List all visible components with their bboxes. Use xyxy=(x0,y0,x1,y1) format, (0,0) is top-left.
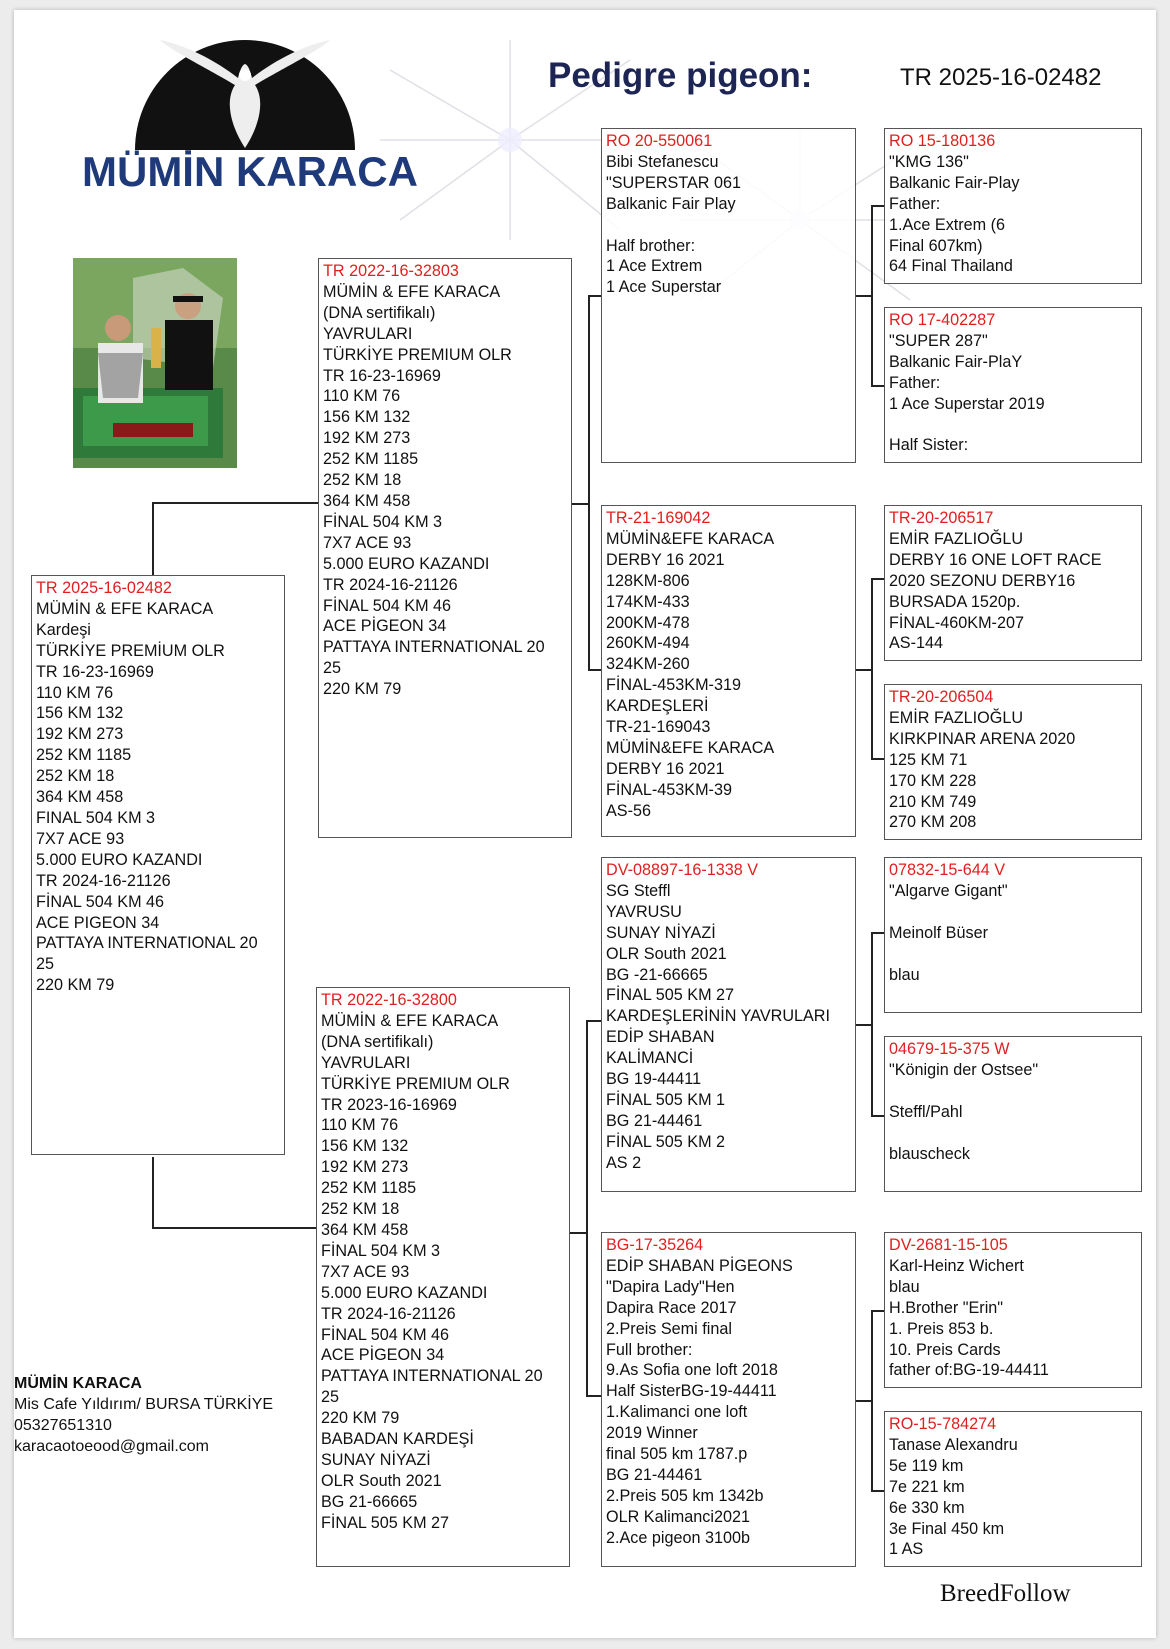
header-ring-number: TR 2025-16-02482 xyxy=(900,64,1102,91)
card-line: KALİMANCİ xyxy=(606,1049,694,1068)
card-line: ACE PİGEON 34 xyxy=(323,617,447,636)
card-line: (DNA sertifikalı) xyxy=(323,303,436,322)
great-grandparent-card-1 xyxy=(884,128,1142,284)
card-line: BG 21-66665 xyxy=(321,1492,418,1511)
ring-number: BG-17-35264 xyxy=(606,1236,704,1254)
card-line: 252 KM 18 xyxy=(323,471,402,490)
card-line: BG 21-44461 xyxy=(606,1465,703,1484)
card-line: BG 19-44411 xyxy=(606,1070,702,1089)
card-line: 192 KM 273 xyxy=(36,725,124,744)
connector xyxy=(871,932,885,934)
card-line: OLR South 2021 xyxy=(606,944,727,963)
card-line: Father: xyxy=(889,373,941,392)
card-line: YAVRULARI xyxy=(323,324,413,343)
card-line: YAVRUSU xyxy=(606,902,682,921)
card-line: 25 xyxy=(321,1388,340,1407)
connector xyxy=(586,1020,602,1022)
connector xyxy=(152,1227,317,1229)
card-line: 270 KM 208 xyxy=(889,813,977,832)
card-line: Balkanic Fair-PlaY xyxy=(889,352,1023,371)
card-line: 364 KM 458 xyxy=(36,788,124,807)
card-line: 174KM-433 xyxy=(606,592,690,611)
card-line: 7e 221 km xyxy=(889,1477,965,1496)
contact-phone: 05327651310 xyxy=(14,1417,112,1434)
card-line: Steffl/Pahl xyxy=(889,1102,963,1121)
connector xyxy=(855,669,872,671)
card-line: OLR South 2021 xyxy=(321,1471,442,1490)
card-line: 252 KM 18 xyxy=(36,767,115,786)
subject-card xyxy=(31,575,285,1155)
card-line xyxy=(889,902,1137,923)
card-line: 125 KM 71 xyxy=(889,750,968,769)
card-line: 252 KM 1185 xyxy=(323,450,419,469)
great-grandparent-card-6 xyxy=(884,1036,1142,1192)
card-line: TÜRKİYE PREMIUM OLR xyxy=(321,1074,510,1093)
connector xyxy=(152,1157,154,1227)
card-line: MÜMİN & EFE KARACA xyxy=(323,282,501,301)
card-line: blau xyxy=(889,965,920,984)
card-line xyxy=(889,1123,1137,1144)
card-line xyxy=(606,215,851,236)
ring-number: RO 20-550061 xyxy=(606,132,713,150)
connector xyxy=(871,758,885,760)
ring-number: 04679-15-375 W xyxy=(889,1040,1010,1058)
card-line: 252 KM 18 xyxy=(321,1200,400,1219)
card-line: H.Brother "Erin" xyxy=(889,1298,1004,1317)
card-line: Bibi Stefanescu xyxy=(606,152,719,171)
card-line xyxy=(889,944,1137,965)
card-line: BG 21-44461 xyxy=(606,1111,703,1130)
card-line: 110 KM 76 xyxy=(321,1116,399,1135)
contact-block xyxy=(14,1373,273,1457)
connector xyxy=(855,1400,872,1402)
card-line: 156 KM 132 xyxy=(321,1137,409,1156)
card-line: TR 2024-16-21126 xyxy=(323,575,458,594)
ring-number: DV-2681-15-105 xyxy=(889,1236,1008,1254)
connector xyxy=(871,578,873,758)
ring-number: TR 2022-16-32800 xyxy=(321,991,457,1009)
card-line: FINAL 504 KM 3 xyxy=(36,808,156,827)
grandparent-card-1 xyxy=(601,128,856,463)
card-line: 210 KM 749 xyxy=(889,792,977,811)
connector xyxy=(871,205,885,207)
card-line: 7X7 ACE 93 xyxy=(36,829,125,848)
card-line: (DNA sertifikalı) xyxy=(321,1032,434,1051)
card-line: 192 KM 273 xyxy=(323,429,411,448)
card-line: TR 16-23-16969 xyxy=(323,366,441,385)
card-line: Half SisterBG-19-44411 xyxy=(606,1382,777,1401)
contact-email[interactable]: karacaotoeood@gmail.com xyxy=(14,1438,210,1455)
ring-number: TR-21-169042 xyxy=(606,509,711,527)
card-line: FİNAL 505 KM 27 xyxy=(606,986,735,1005)
card-line: 9.As Sofia one loft 2018 xyxy=(606,1361,778,1380)
card-line: "Algarve Gigant" xyxy=(889,881,1008,900)
connector xyxy=(855,1024,872,1026)
card-line: ACE PIGEON 34 xyxy=(36,913,160,932)
card-line: TR 2023-16-16969 xyxy=(321,1095,457,1114)
connector xyxy=(871,385,885,387)
card-line: FİNAL 505 KM 27 xyxy=(321,1513,450,1532)
card-line: KARDEŞLERİNİN YAVRULARI xyxy=(606,1007,830,1026)
card-line: 1.Kalimanci one loft xyxy=(606,1403,748,1422)
card-line: SUNAY NİYAZİ xyxy=(606,923,716,942)
card-line: blau xyxy=(889,1277,920,1296)
ring-number: RO 15-180136 xyxy=(889,132,996,150)
card-line: YAVRULARI xyxy=(321,1053,411,1072)
sire-card xyxy=(318,258,572,838)
card-line: 5.000 EURO KAZANDI xyxy=(323,554,490,573)
card-line: MÜMİN&EFE KARACA xyxy=(606,738,775,757)
card-line: final 505 km 1787.p xyxy=(606,1445,748,1464)
card-line: 1 Ace Extrem xyxy=(606,257,703,276)
card-line: MÜMİN & EFE KARACA xyxy=(321,1011,499,1030)
card-line: 25 xyxy=(323,659,342,678)
card-line: Balkanic Fair-Play xyxy=(889,173,1020,192)
card-line: 220 KM 79 xyxy=(321,1409,400,1428)
card-line: 170 KM 228 xyxy=(889,771,977,790)
card-line: EDİP SHABAN PİGEONS xyxy=(606,1256,793,1275)
connector xyxy=(588,295,590,670)
card-line: BURSADA 1520p. xyxy=(889,592,1021,611)
card-line: Kardeşi xyxy=(36,620,91,639)
card-line: AS 2 xyxy=(606,1153,642,1172)
card-line: 364 KM 458 xyxy=(321,1220,409,1239)
card-line: EMİR FAZLIOĞLU xyxy=(889,708,1024,727)
ring-number: DV-08897-16-1338 V xyxy=(606,861,759,879)
card-line: FİNAL 505 KM 2 xyxy=(606,1132,726,1151)
card-line: 25 xyxy=(36,955,55,974)
great-grandparent-card-3 xyxy=(884,505,1142,661)
card-line: 2.Preis Semi final xyxy=(606,1319,732,1338)
card-line: 220 KM 79 xyxy=(323,680,402,699)
connector xyxy=(871,578,885,580)
dam-card xyxy=(316,987,570,1567)
card-line: KIRKPINAR ARENA 2020 xyxy=(889,729,1076,748)
card-line: 5.000 EURO KAZANDI xyxy=(321,1283,488,1302)
card-line: Balkanic Fair Play xyxy=(606,194,736,213)
card-line: PATTAYA INTERNATIONAL 20 xyxy=(323,638,545,657)
card-line: 110 KM 76 xyxy=(36,683,114,702)
ring-number: TR 2025-16-02482 xyxy=(36,579,172,597)
connector xyxy=(586,1020,588,1395)
card-line: TR 2024-16-21126 xyxy=(321,1304,456,1323)
great-grandparent-card-7 xyxy=(884,1232,1142,1388)
connector xyxy=(586,1395,602,1397)
card-line: 252 KM 1185 xyxy=(36,746,132,765)
connector xyxy=(152,502,154,575)
card-line: AS-56 xyxy=(606,801,651,820)
card-line: Karl-Heinz Wichert xyxy=(889,1256,1024,1275)
card-line: "SUPERSTAR 061 xyxy=(606,173,741,192)
card-line: Full brother: xyxy=(606,1340,693,1359)
card-line: Final 607km) xyxy=(889,236,983,255)
card-line: TÜRKİYE PREMİUM OLR xyxy=(36,641,225,660)
card-line: 200KM-478 xyxy=(606,613,690,632)
logo-text: MÜMİN KARACA xyxy=(82,148,418,195)
grandparent-card-4 xyxy=(601,1232,856,1567)
card-line: FİNAL 504 KM 46 xyxy=(323,596,452,615)
card-line: MÜMİN & EFE KARACA xyxy=(36,599,214,618)
card-line: FİNAL-453KM-39 xyxy=(606,780,732,799)
card-line: FİNAL-460KM-207 xyxy=(889,613,1024,632)
card-line: 128KM-806 xyxy=(606,571,690,590)
card-line: 156 KM 132 xyxy=(36,704,124,723)
card-line: 1.Ace Extrem (6 xyxy=(889,215,1006,234)
contact-address: Mis Cafe Yıldırım/ BURSA TÜRKİYE xyxy=(14,1396,274,1413)
card-line: 252 KM 1185 xyxy=(321,1179,417,1198)
connector xyxy=(871,1115,885,1117)
card-line: FİNAL 504 KM 46 xyxy=(36,892,165,911)
card-line: 2.Ace pigeon 3100b xyxy=(606,1528,751,1547)
card-line: FİNAL 504 KM 46 xyxy=(321,1325,450,1344)
card-line xyxy=(889,415,1137,436)
dove-logo-icon xyxy=(130,30,360,155)
card-line: PATTAYA INTERNATIONAL 20 xyxy=(36,934,258,953)
card-line: MÜMİN&EFE KARACA xyxy=(606,529,775,548)
card-line: Half Sister: xyxy=(889,436,969,455)
card-line: 7X7 ACE 93 xyxy=(323,533,412,552)
connector xyxy=(152,502,319,504)
card-line: 2019 Winner xyxy=(606,1424,698,1443)
ring-number: 07832-15-644 V xyxy=(889,861,1006,879)
card-line: Meinolf Büser xyxy=(889,923,988,942)
connector xyxy=(871,1310,885,1312)
card-line: Tanase Alexandru xyxy=(889,1435,1018,1454)
connector xyxy=(871,932,873,1115)
card-line: ACE PİGEON 34 xyxy=(321,1346,445,1365)
card-line: 7X7 ACE 93 xyxy=(321,1262,410,1281)
card-line: Father: xyxy=(889,194,941,213)
card-line: 260KM-494 xyxy=(606,634,690,653)
ring-number: RO-15-784274 xyxy=(889,1415,997,1433)
card-line: 1 AS xyxy=(889,1540,924,1559)
grandparent-card-2 xyxy=(601,505,856,837)
grandparent-card-3 xyxy=(601,857,856,1192)
card-line: DERBY 16 2021 xyxy=(606,550,725,569)
great-grandparent-card-4 xyxy=(884,684,1142,840)
card-line: OLR Kalimanci2021 xyxy=(606,1507,750,1526)
connector xyxy=(871,1310,873,1490)
card-line: 110 KM 76 xyxy=(323,387,401,406)
ring-number: RO 17-402287 xyxy=(889,311,996,329)
trophy-photo xyxy=(73,258,237,468)
card-line: 192 KM 273 xyxy=(321,1158,409,1177)
great-grandparent-card-8 xyxy=(884,1411,1142,1567)
card-line: TR 16-23-16969 xyxy=(36,662,154,681)
card-line: 1. Preis 853 b. xyxy=(889,1319,994,1338)
connector xyxy=(871,1490,885,1492)
contact-name: MÜMİN KARACA xyxy=(14,1375,142,1392)
card-line: 156 KM 132 xyxy=(323,408,411,427)
card-line: FİNAL 504 KM 3 xyxy=(321,1241,441,1260)
card-line: 10. Preis Cards xyxy=(889,1340,1001,1359)
card-line: PATTAYA INTERNATIONAL 20 xyxy=(321,1367,543,1386)
card-line: 2.Preis 505 km 1342b xyxy=(606,1486,764,1505)
card-line: Half brother: xyxy=(606,236,696,255)
card-line: "Königin der Ostsee" xyxy=(889,1060,1039,1079)
card-line: 1 Ace Superstar 2019 xyxy=(889,394,1045,413)
card-line: TR 2024-16-21126 xyxy=(36,871,171,890)
card-line: FİNAL-453KM-319 xyxy=(606,676,741,695)
card-line: 6e 330 km xyxy=(889,1498,965,1517)
card-line: TR-21-169043 xyxy=(606,718,711,737)
card-line: 324KM-260 xyxy=(606,655,690,674)
card-line: KARDEŞLERİ xyxy=(606,697,709,716)
ring-number: TR-20-206517 xyxy=(889,509,994,527)
card-line: SUNAY NİYAZİ xyxy=(321,1450,431,1469)
connector xyxy=(588,669,602,671)
card-line: 364 KM 458 xyxy=(323,491,411,510)
card-line: 5.000 EURO KAZANDI xyxy=(36,850,203,869)
card-line: blauscheck xyxy=(889,1144,970,1163)
card-line: BG -21-66665 xyxy=(606,965,708,984)
card-line: Dapira Race 2017 xyxy=(606,1298,737,1317)
great-grandparent-card-2 xyxy=(884,307,1142,463)
card-line: DERBY 16 2021 xyxy=(606,759,725,778)
card-line: EMİR FAZLIOĞLU xyxy=(889,529,1024,548)
card-line: FİNAL 504 KM 3 xyxy=(323,512,443,531)
connector xyxy=(588,295,602,297)
card-line: FİNAL 505 KM 1 xyxy=(606,1090,726,1109)
card-line: 5e 119 km xyxy=(889,1456,964,1475)
card-line xyxy=(889,1081,1137,1102)
brand-footer: BreedFollow xyxy=(940,1580,1071,1607)
card-line: TÜRKİYE PREMIUM OLR xyxy=(323,345,512,364)
ring-number: TR-20-206504 xyxy=(889,688,994,706)
card-line: "KMG 136" xyxy=(889,152,969,171)
card-line: 3e Final 450 km xyxy=(889,1519,1005,1538)
page-title: Pedigre pigeon: xyxy=(548,56,813,95)
card-line: father of:BG-19-44411 xyxy=(889,1361,1049,1380)
connector xyxy=(871,205,873,385)
card-line: 220 KM 79 xyxy=(36,976,115,995)
card-line: BABADAN KARDEŞİ xyxy=(321,1430,474,1449)
great-grandparent-card-5 xyxy=(884,857,1142,1013)
card-line: EDİP SHABAN xyxy=(606,1028,715,1047)
card-line: DERBY 16 ONE LOFT RACE xyxy=(889,550,1102,569)
card-line: "Dapira Lady"Hen xyxy=(606,1277,735,1296)
card-line: 1 Ace Superstar xyxy=(606,278,722,297)
card-line: SG Steffl xyxy=(606,881,671,900)
ring-number: TR 2022-16-32803 xyxy=(323,262,459,280)
connector xyxy=(569,1232,587,1234)
card-line: 2020 SEZONU DERBY16 xyxy=(889,571,1076,590)
connector xyxy=(571,503,589,505)
connector xyxy=(855,295,872,297)
card-line: AS-144 xyxy=(889,634,943,653)
card-line: 64 Final Thailand xyxy=(889,257,1013,276)
card-line: "SUPER 287" xyxy=(889,331,988,350)
